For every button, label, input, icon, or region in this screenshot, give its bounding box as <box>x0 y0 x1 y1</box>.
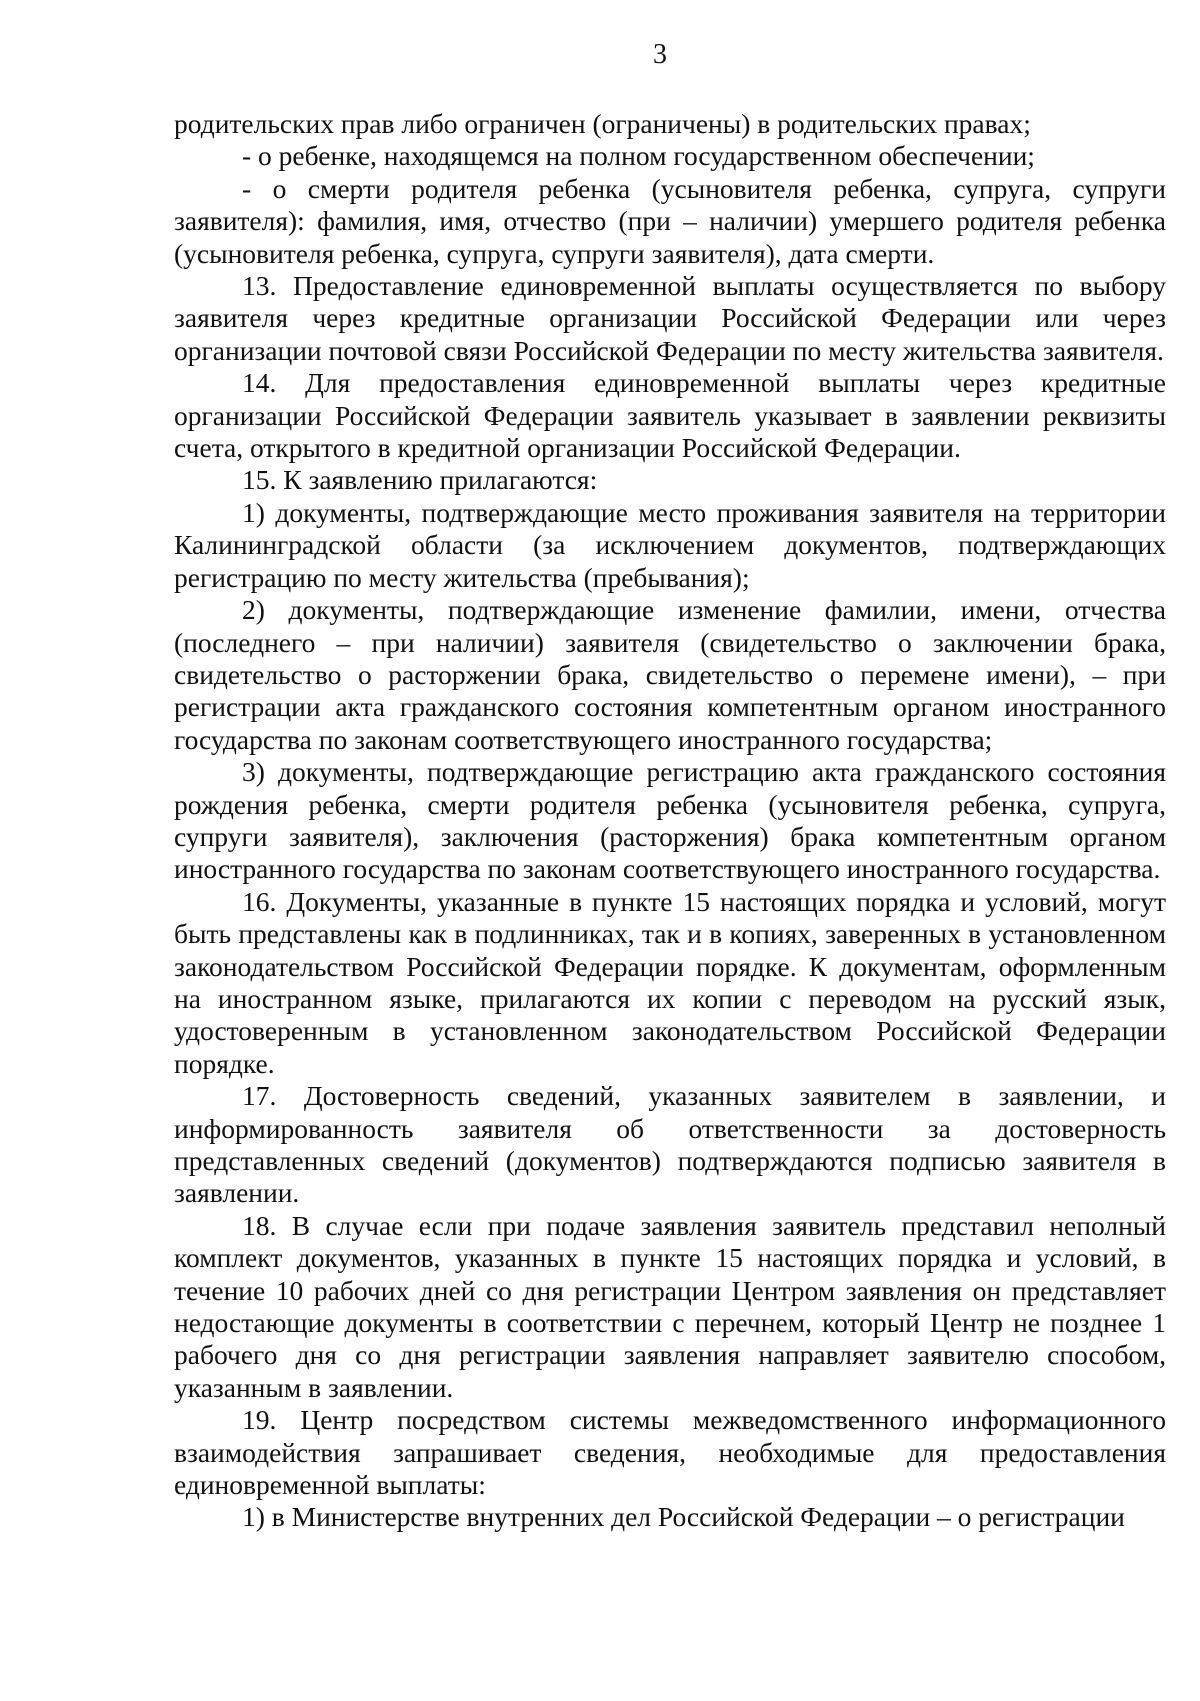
page-number: 3 <box>653 39 667 70</box>
paragraph: 13. Предоставление единовременной выплаты осуществляется по выбору заявителя через кредитные организации Российской Федерации или через организации почтовой связи Российской Федерации по месту жительства заявителя. <box>174 270 1166 366</box>
paragraph: - о ребенке, находящемся на полном государственном обеспечении; <box>242 140 1035 172</box>
paragraph: 2) документы, подтверждающие изменение фамилии, имени, отчества (последнего – при наличии) заявителя (свидетельство о заключении брака, свидетельство о расторжении брака, свидетельство о перемене имени), – при регистрации акта гражданского состояния компетентным органом иностранного государства по законам соответствующего иностранного государства; <box>174 594 1166 755</box>
paragraph: 19. Центр посредством системы межведомственного информационного взаимодействия запрашивает сведения, необходимые для предоставления единовременной выплаты: <box>174 1404 1166 1501</box>
paragraph: 1) в Министерстве внутренних дел Российской Федерации – о регистрации <box>242 1501 1125 1533</box>
paragraph: 14. Для предоставления единовременной выплаты через кредитные организации Российской Федерации заявитель указывает в заявлении реквизиты счета, открытого в кредитной организации Российской Федерации. <box>174 367 1166 464</box>
paragraph: 3) документы, подтверждающие регистрацию акта гражданского состояния рождения ребенка, смерти родителя ребенка (усыновителя ребенка, супруга, супруги заявителя), заключения (расторжения) брака компетентным органом иностранного государства по законам соответствующего иностранного государства. <box>174 756 1166 885</box>
paragraph: - о смерти родителя ребенка (усыновителя ребенка, супруга, супруги заявителя): фамилия, имя, отчество (при – наличии) умершего родителя ребенка (усыновителя ребенка, супруга, супруги заявителя), дата смерти. <box>174 172 1166 269</box>
paragraph: 16. Документы, указанные в пункте 15 настоящих порядка и условий, могут быть представлены как в подлинниках, так и в копиях, заверенных в установленном законодательством Российской Федерации порядке. К документам, оформленным на иностранном языке, прилагаются их копии с переводом на русский язык, удостоверенным в установленном законодательством Российской Федерации порядке. <box>174 885 1166 1079</box>
document-body <box>174 108 1166 1534</box>
paragraph: 15. К заявлению прилагаются: <box>242 464 598 496</box>
paragraph: 18. В случае если при подаче заявления заявитель представил неполный комплект документов, указанных в пункте 15 настоящих порядка и условий, в течение 10 рабочих дней со дня регистрации Центром заявления он представляет недостающие документы в соответствии с перечнем, который Центр не позднее 1 рабочего дня со дня регистрации заявления направляет заявителю способом, указанным в заявлении. <box>174 1209 1166 1403</box>
paragraph: 1) документы, подтверждающие место проживания заявителя на территории Калининградской области (за исключением документов, подтверждающих регистрацию по месту жительства (пребывания); <box>174 496 1166 593</box>
paragraph: 17. Достоверность сведений, указанных заявителем в заявлении, и информированность заявителя об ответственности за достоверность представленных сведений (документов) подтверждаются подписью заявителя в заявлении. <box>174 1080 1166 1209</box>
paragraph: родительских прав либо ограничен (ограничены) в родительских правах; <box>174 108 1031 139</box>
